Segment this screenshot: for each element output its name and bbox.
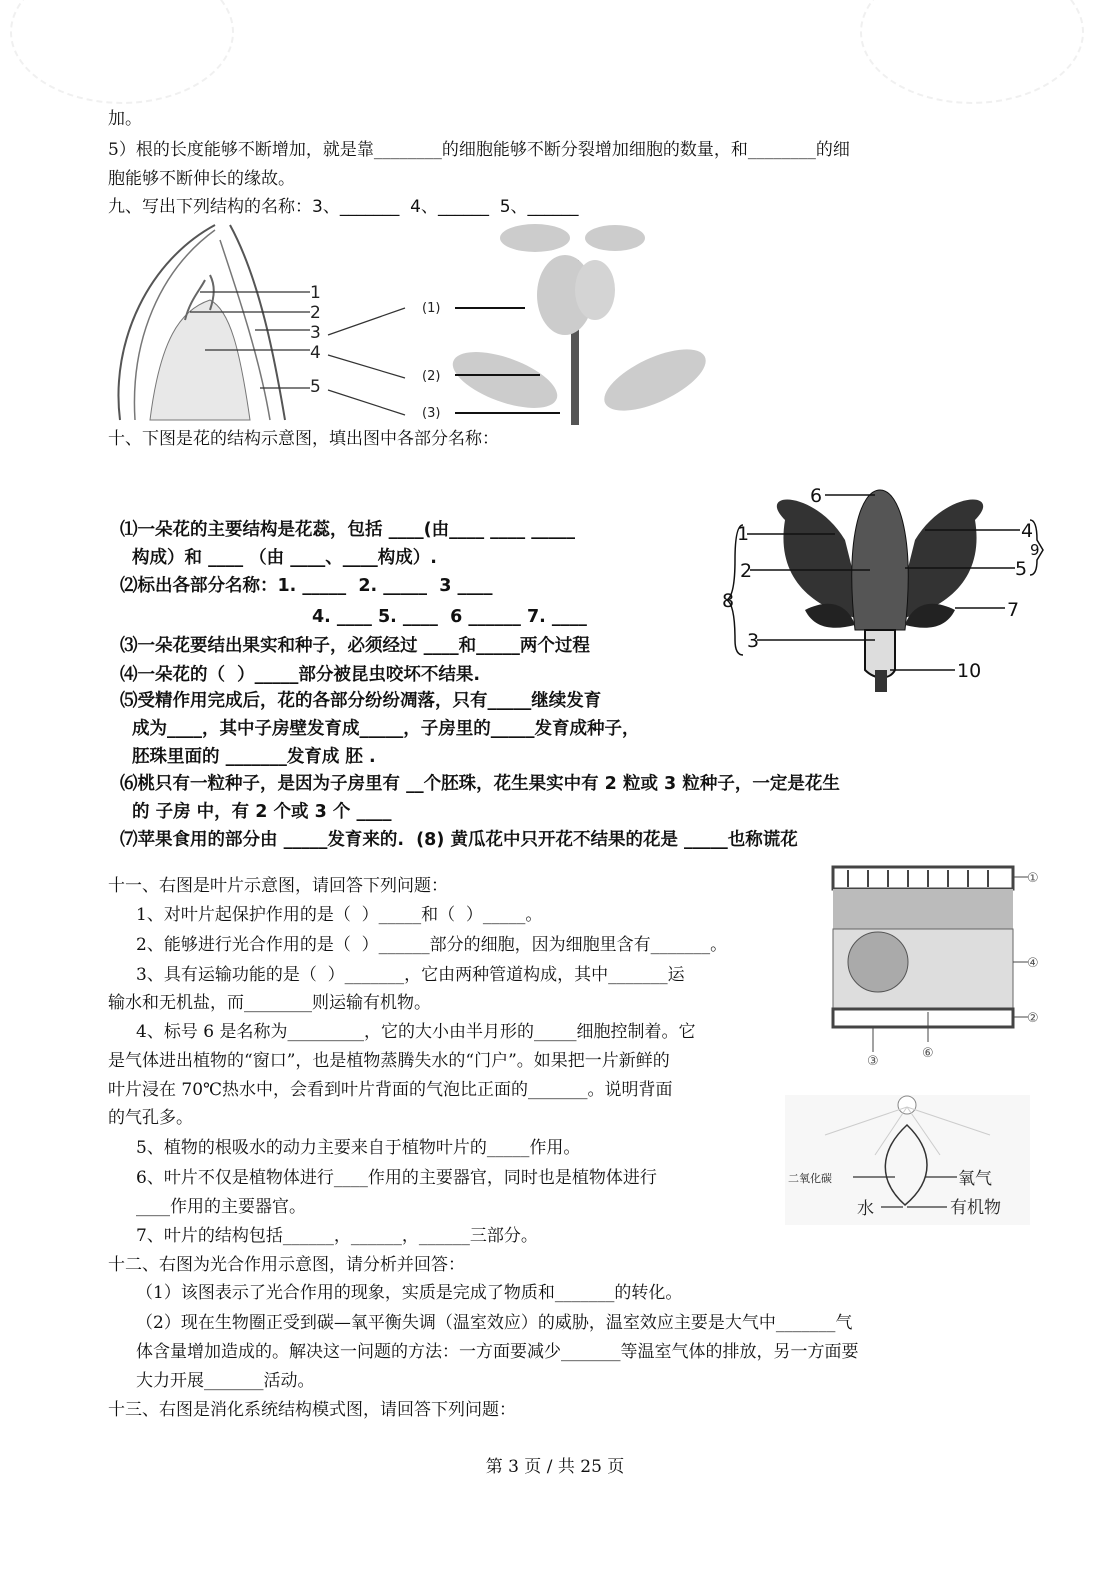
leaf-label: ①: [1027, 871, 1039, 886]
leaf-label: ④: [1027, 956, 1039, 971]
flower-label: 7: [1007, 599, 1020, 621]
leaf-q4: 4、标号 6 是名称为_________，它的大小由半月形的_____细胞控制着。它: [136, 1022, 696, 1042]
text-line: 加。: [108, 109, 142, 129]
watermark: [860, 0, 1084, 104]
bud-label: 5: [310, 377, 321, 397]
photosynthesis-diagram: [785, 1095, 1030, 1225]
leaf-q4-cont: 叶片浸在 70℃热水中，会看到叶片背面的气泡比正面的_______。说明背面: [108, 1080, 673, 1100]
watermark: [10, 0, 234, 104]
text-line: 胞能够不断伸长的缘故。: [108, 169, 295, 189]
flower-q7-q8: ⑺苹果食用的部分由 _____发育来的. (8) 黄瓜花中只开花不结果的花是 _____也称谎花: [120, 830, 798, 850]
question-13-heading: 十三、右图是消化系统结构模式图，请回答下列问题：: [108, 1400, 516, 1420]
photo-label-co2: 二氧化碳: [788, 1172, 832, 1185]
photo-q1: （1）该图表示了光合作用的现象，实质是完成了物质和_______的转化。: [136, 1283, 683, 1303]
bud-label: 4: [310, 343, 321, 363]
leaf-q3: 3、具有运输功能的是（ ）_______，它由两种管道构成，其中_______运: [136, 965, 685, 985]
leaf-q5: 5、植物的根吸水的动力主要来自于植物叶片的_____作用。: [136, 1138, 581, 1158]
leaf-q3-cont: 输水和无机盐，而________则运输有机物。: [108, 993, 431, 1013]
flower-label: 5: [1015, 558, 1028, 580]
flower-label: 9: [1030, 541, 1040, 559]
leaf-q2: 2、能够进行光合作用的是（ ）______部分的细胞，因为细胞里含有_______。: [136, 935, 728, 955]
flower-q5-cont: 成为____，其中子房壁发育成_____，子房里的_____发育成种子，: [132, 719, 640, 739]
flower-q5-cont: 胚珠里面的 _______发育成 胚 .: [132, 747, 376, 767]
leaf-q6-cont: ____作用的主要器官。: [136, 1197, 306, 1217]
flower-label: 6: [810, 485, 823, 507]
flower-q2: ⑵标出各部分名称：1. _____ 2. _____ 3 ____: [120, 576, 493, 596]
bud-label: 2: [310, 303, 321, 323]
question-11-heading: 十一、右图是叶片示意图，请回答下列问题：: [108, 876, 448, 896]
leaf-label: ③: [867, 1054, 879, 1069]
stem-label: (1): [422, 301, 441, 316]
flower-label: 2: [740, 560, 753, 582]
leaf-q4-cont: 是气体进出植物的“窗口”，也是植物蒸腾失水的“门户”。如果把一片新鲜的: [108, 1051, 670, 1071]
flower-q6: ⑹桃只有一粒种子，是因为子房里有 __个胚珠，花生果实中有 2 粒或 3 粒种子，一定是花生: [120, 774, 840, 794]
stem-label: (2): [422, 369, 441, 384]
stem-label: (3): [422, 406, 441, 421]
bud-label: 1: [310, 283, 321, 303]
leaf-q7: 7、叶片的结构包括______，______，______三部分。: [136, 1226, 538, 1246]
question-9-heading: 九、写出下列结构的名称：3、_______ 4、______ 5、______: [108, 197, 579, 217]
photo-q2-cont: 大力开展_______活动。: [136, 1371, 315, 1391]
question-12-heading: 十二、右图为光合作用示意图，请分析并回答：: [108, 1255, 465, 1275]
stem-diagram: [410, 220, 720, 425]
leaf-q1: 1、对叶片起保护作用的是（ ）_____和（ ）_____。: [136, 905, 543, 925]
photo-q2: （2）现在生物圈正受到碳—氧平衡失调（温室效应）的威胁，温室效应主要是大气中_______气: [136, 1313, 853, 1333]
leaf-label: ②: [1027, 1011, 1039, 1026]
flower-label: 10: [957, 660, 982, 682]
flower-diagram: [722, 480, 1045, 695]
photo-label-oxygen: 氧气: [958, 1169, 992, 1189]
question-root-length: 5）根的长度能够不断增加，就是靠________的细胞能够不断分裂增加细胞的数量，和________的细: [108, 140, 850, 160]
photo-label-water: 水: [857, 1199, 874, 1219]
flower-label: 1: [737, 523, 750, 545]
flower-q4: ⑷一朵花的（ ）_____部分被昆虫咬坏不结果.: [120, 665, 481, 685]
flower-q6-cont: 的 子房 中，有 2 个或 3 个 ____: [132, 802, 392, 822]
question-10-heading: 十、下图是花的结构示意图，填出图中各部分名称：: [108, 429, 499, 449]
leaf-section-diagram: [828, 862, 1043, 1077]
leaf-label: ⑥: [922, 1046, 934, 1061]
flower-q5: ⑸受精作用完成后，花的各部分纷纷凋落，只有_____继续发育: [120, 691, 602, 711]
photo-q2-cont: 体含量增加造成的。解决这一问题的方法：一方面要减少_______等温室气体的排放，另一方面要: [136, 1342, 859, 1362]
page-footer: 第 3 页 / 共 25 页: [485, 1457, 625, 1477]
flower-q2-cont: 4. ____ 5. ____ 6 ______ 7. ____: [312, 607, 587, 627]
flower-q3: ⑶一朵花要结出果实和种子，必须经过 ____和_____两个过程: [120, 636, 590, 656]
flower-q1-cont: 构成）和 ____ （由 ____、____构成）.: [132, 548, 437, 568]
bud-diagram: [110, 220, 360, 425]
photo-label-organic: 有机物: [950, 1198, 1001, 1218]
bud-label: 3: [310, 323, 321, 343]
flower-label: 4: [1021, 520, 1034, 542]
flower-label: 8: [722, 590, 735, 612]
flower-label: 3: [747, 630, 760, 652]
leaf-q4-cont: 的气孔多。: [108, 1108, 193, 1128]
leaf-q6: 6、叶片不仅是植物体进行____作用的主要器官，同时也是植物体进行: [136, 1168, 657, 1188]
flower-q1: ⑴一朵花的主要结构是花蕊，包括 ____(由____ ____ _____: [120, 520, 576, 540]
